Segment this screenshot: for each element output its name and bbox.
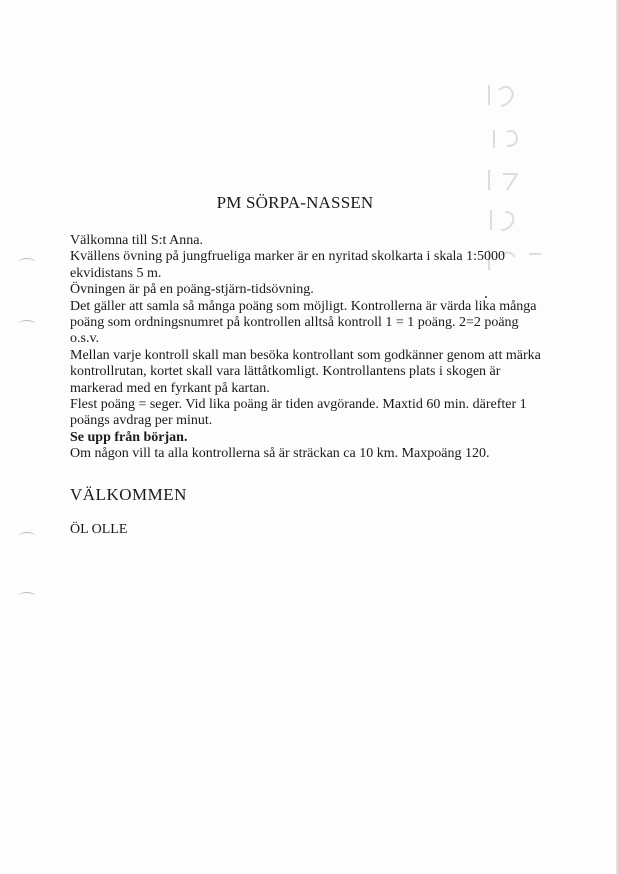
- paragraph: Flest poäng = seger. Vid lika poäng är tiden avgörande. Maxtid 60 min. därefter 1 poängs avdrag per minut.: [70, 397, 527, 429]
- signature: ÖL OLLE: [70, 522, 128, 537]
- paragraph: Välkomna till S:t Anna.: [70, 233, 203, 248]
- punch-hole-mark: [18, 532, 36, 541]
- closing-greeting: VÄLKOMMEN: [70, 485, 187, 504]
- warning-text: Se upp från början.: [70, 429, 188, 445]
- paragraph: Kvällens övning på jungfrueliga marker är en nyritad skolkarta i skala 1:5000 ekvidistans 5 m.: [70, 249, 506, 281]
- paragraph: Mellan varje kontroll skall man besöka kontrollant som godkänner genom att märka kontrollrutan, kortet skall vara lättåtkomligt. Kontrollantens plats i skogen är markerad med en fyrkant på kartan.: [70, 347, 541, 396]
- document-body: [70, 233, 550, 463]
- paragraph: Övningen är på en poäng-stjärn-tidsövning.: [70, 282, 314, 298]
- punch-hole-mark: [18, 592, 36, 601]
- punch-hole-mark: [18, 258, 36, 267]
- punch-hole-mark: [18, 320, 36, 329]
- paragraph: Det gäller att samla så många poäng som möjligt. Kontrollerna är värda lika många poäng som ordningsnumret på kontrollen alltså kontroll 1 = 1 poäng. 2=2 poäng o.s.v.: [70, 298, 537, 347]
- paragraph: Om någon vill ta alla kontrollerna så är sträckan ca 10 km. Maxpoäng 120.: [70, 446, 490, 462]
- document-title: PM SÖRPA-NASSEN: [216, 193, 374, 212]
